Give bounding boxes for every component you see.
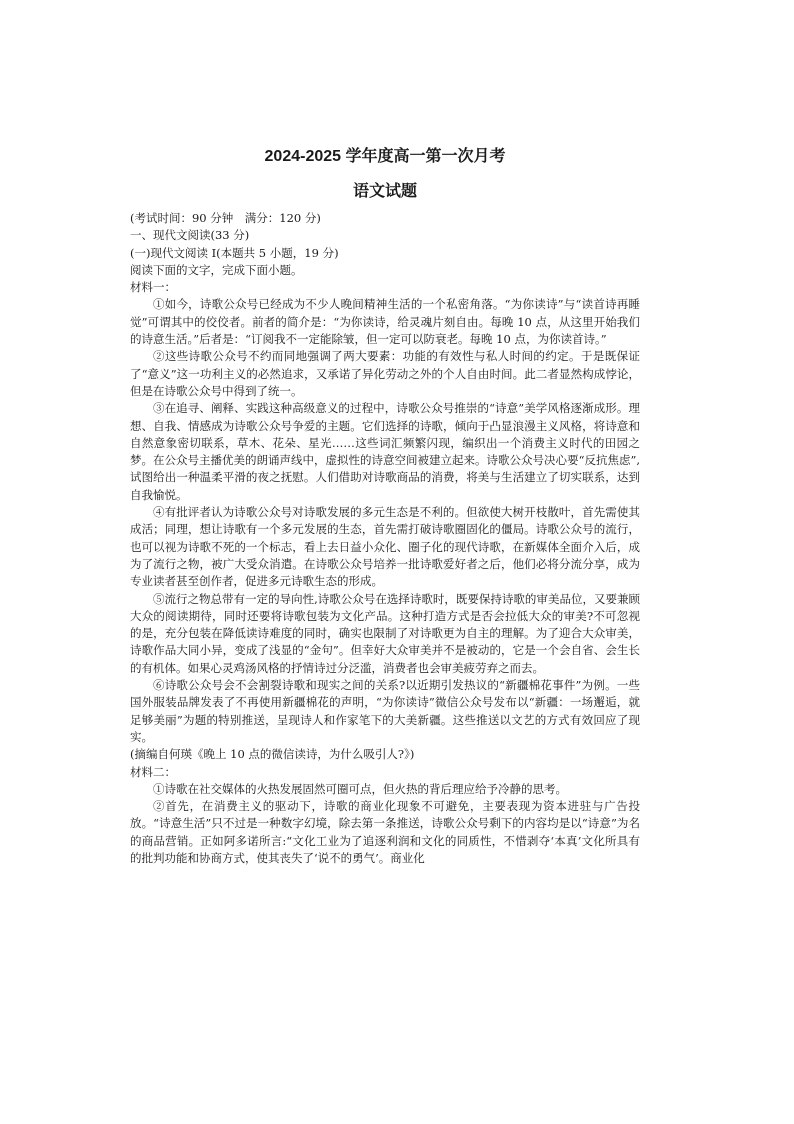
subsection-heading: (一)现代文阅读 I(本题共 5 小题，19 分) bbox=[130, 245, 339, 260]
material-1-paragraph-1: ①如今，诗歌公众号已经成为不少人晚间精神生活的一个私密角落。“为你读诗”与“读首诗再睡觉”可谓其中的佼佼者。前者的简介是：“为你读诗，给灵魂片刻自由。每晚 10 点，从这里开始我们的诗意生活。”后者是：“订阅我不一定能除皱，但一定可以防衰老。每晚 10 点，为你读首诗。” bbox=[130, 297, 640, 347]
exam-page bbox=[130, 146, 640, 867]
exam-title: 2024-2025 学年度高一第一次月考 bbox=[264, 148, 506, 165]
exam-subtitle: 语文试题 bbox=[352, 181, 417, 200]
material-2-label: 材料二： bbox=[130, 764, 176, 779]
exam-info: (考试时间：90 分钟 满分：120 分) bbox=[130, 211, 321, 225]
material-2-paragraph-1: ①诗歌在社交媒体的火热发展固然可圈可点，但火热的背后理应给予冷静的思考。 bbox=[153, 781, 567, 796]
source-citation: (摘编自何瑛《晚上 10 点的微信读诗，为什么吸引人?》) bbox=[130, 747, 415, 762]
material-1-paragraph-3: ③在追寻、阐释、实践这种高级意义的过程中，诗歌公众号推崇的“诗意”美学风格逐渐成形。理想、自我、情感成为诗歌公众号争爱的主题。它们选择的诗歌，倾向于凸显浪漫主义风格，将诗意和自然意象密切联系，草木、花朵、星光……这些词汇频繁闪现，编织出一个消费主义时代的田园之梦。在公众号主播优美的朗诵声线中，虚拟性的诗意空间被建立起来。诗歌公众号决心要“反抗焦虑”,试图给出一种温柔平滑的夜之抚慰。人们借助对诗歌商品的消费，将美与生活建立了切实联系，达到自我愉悦。 bbox=[130, 401, 640, 502]
material-2-paragraph-2: ②首先，在消费主义的驱动下，诗歌的商业化现象不可避免，主要表现为资本进驻与广告投放。“诗意生活”只不过是一种数字幻境，除去第一条推送，诗歌公众号剩下的内容均是以“诗意”为名的商品营销。正如阿多诺所言:“文化工业为了追逐利润和文化的同质性，不惜剥夺‘本真’文化所具有的批判功能和协商方式，使其丧失了‘说不的勇气’。商业化 bbox=[130, 799, 640, 865]
instruction-text: 阅读下面的文字，完成下面小题。 bbox=[130, 262, 303, 277]
material-1-paragraph-5: ⑤流行之物总带有一定的导向性,诗歌公众号在选择诗歌时，既要保持诗歌的审美品位，又要兼顾大众的阅读期待，同时还要将诗歌包装为文化产品。这种打造方式是否会拉低大众的审美?不可忽视的是，充分包装在降低读诗难度的同时，确实也限制了对诗歌更为自主的理解。为了迎合大众审美，诗歌作品大同小异，变成了浅显的“金句”。但幸好大众审美并不是被动的，它是一个会自省、会生长的有机体。如果心灵鸡汤风格的抒情诗过分泛滥，消费者也会审美疲劳弃之而去。 bbox=[130, 591, 640, 675]
material-1-label: 材料一： bbox=[130, 280, 176, 295]
section-heading: 一、现代文阅读(33 分) bbox=[130, 228, 250, 243]
material-1-paragraph-4: ④有批评者认为诗歌公众号对诗歌发展的多元生态是不利的。但欲使大树开枝散叶，首先需使其成活；同理，想让诗歌有一个多元发展的生态，首先需打破诗歌圈固化的僵局。诗歌公众号的流行，也可以视为诗歌不死的一个标志，看上去日益小众化、圈子化的现代诗歌，在新媒体全面介入后，成为了流行之物，被广大受众消遣。在诗歌公众号培养一批诗歌爱好者之后，他们必将分流分享，成为专业读者甚至创作者，促进多元诗歌生态的形成。 bbox=[130, 505, 640, 589]
material-1-paragraph-6: ⑥诗歌公众号会不会割裂诗歌和现实之间的关系?以近期引发热议的“新疆棉花事件”为例。一些国外服装品牌发表了不再使用新疆棉花的声明，“为你读诗”微信公众号发布以“新疆：一场邂逅，就足够美丽”为题的特别推送，呈现诗人和作家笔下的大美新疆。这些推送以文艺的方式有效回应了现实。 bbox=[130, 678, 640, 744]
material-1-paragraph-2: ②这些诗歌公众号不约而同地强调了两大要素：功能的有效性与私人时间的约定。于是既保证了“意义”这一功利主义的必然追求，又承诺了异化劳动之外的个人自由时间。此二者显然构成悖论，但是在诗歌公众号中得到了统一。 bbox=[130, 349, 640, 398]
